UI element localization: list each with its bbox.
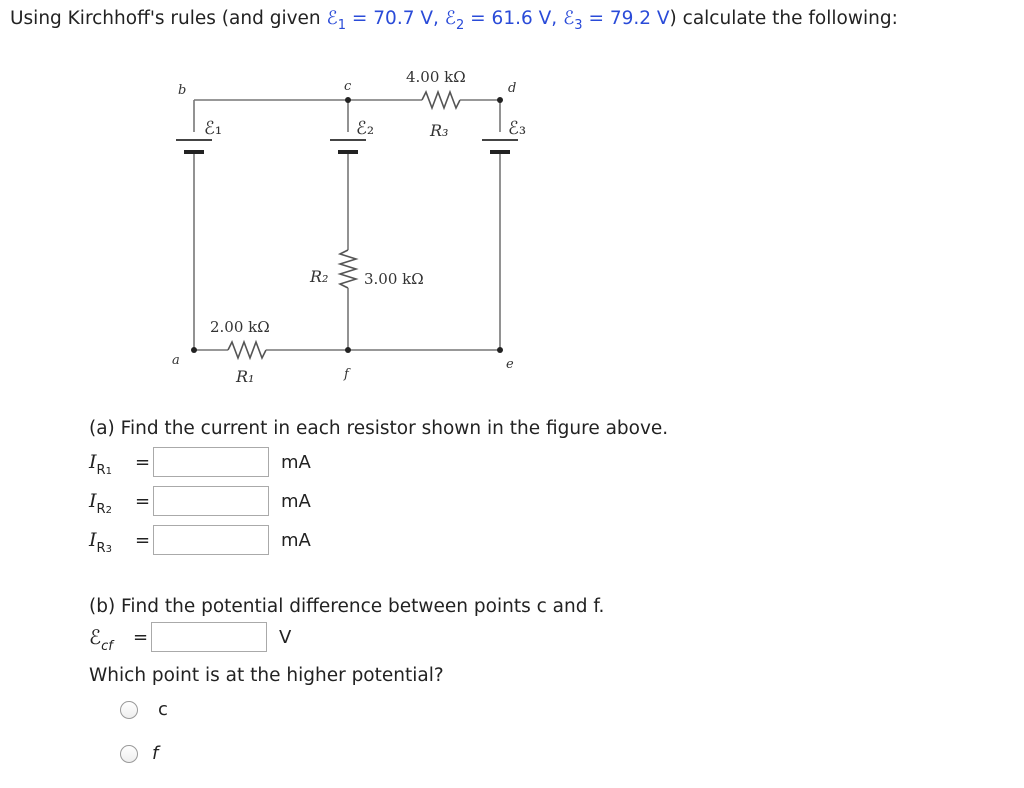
option-c-label[interactable]: c (158, 699, 168, 720)
node-d (497, 97, 503, 103)
ir3-unit: mA (281, 529, 311, 551)
ir2-unit: mA (281, 490, 311, 512)
emf1-label: ℰ₁ (204, 118, 223, 139)
point-c-label: c (344, 79, 352, 94)
ir2-input[interactable] (153, 486, 269, 516)
emf2-given: ℰ$_2$ = 61.6 V, (444, 8, 558, 33)
equals-sign: = (133, 626, 149, 648)
point-e-label: e (506, 357, 514, 372)
question-suffix: ) calculate the following: (669, 8, 898, 29)
answer-row-ir3 (89, 525, 311, 555)
node-f (345, 347, 351, 353)
circuit-diagram (150, 60, 570, 400)
emf3-label: ℰ₃ (508, 118, 527, 139)
ecf-unit: V (279, 626, 292, 648)
point-a-label: a (172, 353, 180, 368)
point-b-label: b (178, 83, 187, 98)
equals-sign: = (135, 529, 151, 551)
question-prefix: Using Kirchhoff's rules (and given (10, 8, 327, 29)
part-a-prompt: (a) Find the current in each resistor shown in the figure above. (89, 418, 669, 439)
node-e (497, 347, 503, 353)
point-f-label: f (344, 367, 349, 382)
equals-sign: = (135, 451, 151, 473)
ir1-input[interactable] (153, 447, 269, 477)
answer-row-ir2 (89, 486, 311, 516)
node-a (191, 347, 197, 353)
part-b-prompt: (b) Find the potential difference between points c and f. (89, 596, 605, 617)
r3-name-label: R₃ (430, 121, 449, 140)
r2-name-label: R₂ (310, 267, 329, 286)
battery-emf3 (482, 140, 518, 152)
battery-emf2 (330, 140, 366, 152)
ir1-label: $I_{R1}$ (89, 451, 112, 478)
ecf-input[interactable] (151, 622, 267, 652)
answer-row-ir1 (89, 447, 311, 477)
option-f-label[interactable]: f (152, 743, 159, 764)
ir2-label: $I_{R2}$ (89, 490, 112, 517)
r1-name-label: R₁ (236, 367, 255, 386)
emf1-given: ℰ$_1$ = 70.7 V, (326, 8, 439, 33)
higher-potential-question: Which point is at the higher potential? (89, 665, 444, 686)
option-f-row[interactable] (120, 743, 158, 764)
emf3-given: ℰ$_3$ = 79.2 V (563, 8, 670, 33)
option-f-radio[interactable] (120, 745, 138, 763)
question-text (10, 8, 898, 33)
r1-value-label: 2.00 kΩ (210, 318, 270, 336)
answer-row-ecf (89, 622, 291, 652)
ecf-label: ℰ$_{cf}$ (89, 625, 113, 654)
ir3-input[interactable] (153, 525, 269, 555)
emf2-label: ℰ₂ (356, 118, 375, 139)
option-c-row[interactable] (120, 699, 168, 720)
battery-emf1 (176, 140, 212, 152)
option-c-radio[interactable] (120, 701, 138, 719)
r2-value-label: 3.00 kΩ (364, 270, 424, 288)
node-c (345, 97, 351, 103)
ir1-unit: mA (281, 451, 311, 473)
ir3-label: $I_{R3}$ (89, 529, 112, 556)
r3-value-label: 4.00 kΩ (406, 68, 466, 86)
equals-sign: = (135, 490, 151, 512)
point-d-label: d (508, 81, 517, 96)
